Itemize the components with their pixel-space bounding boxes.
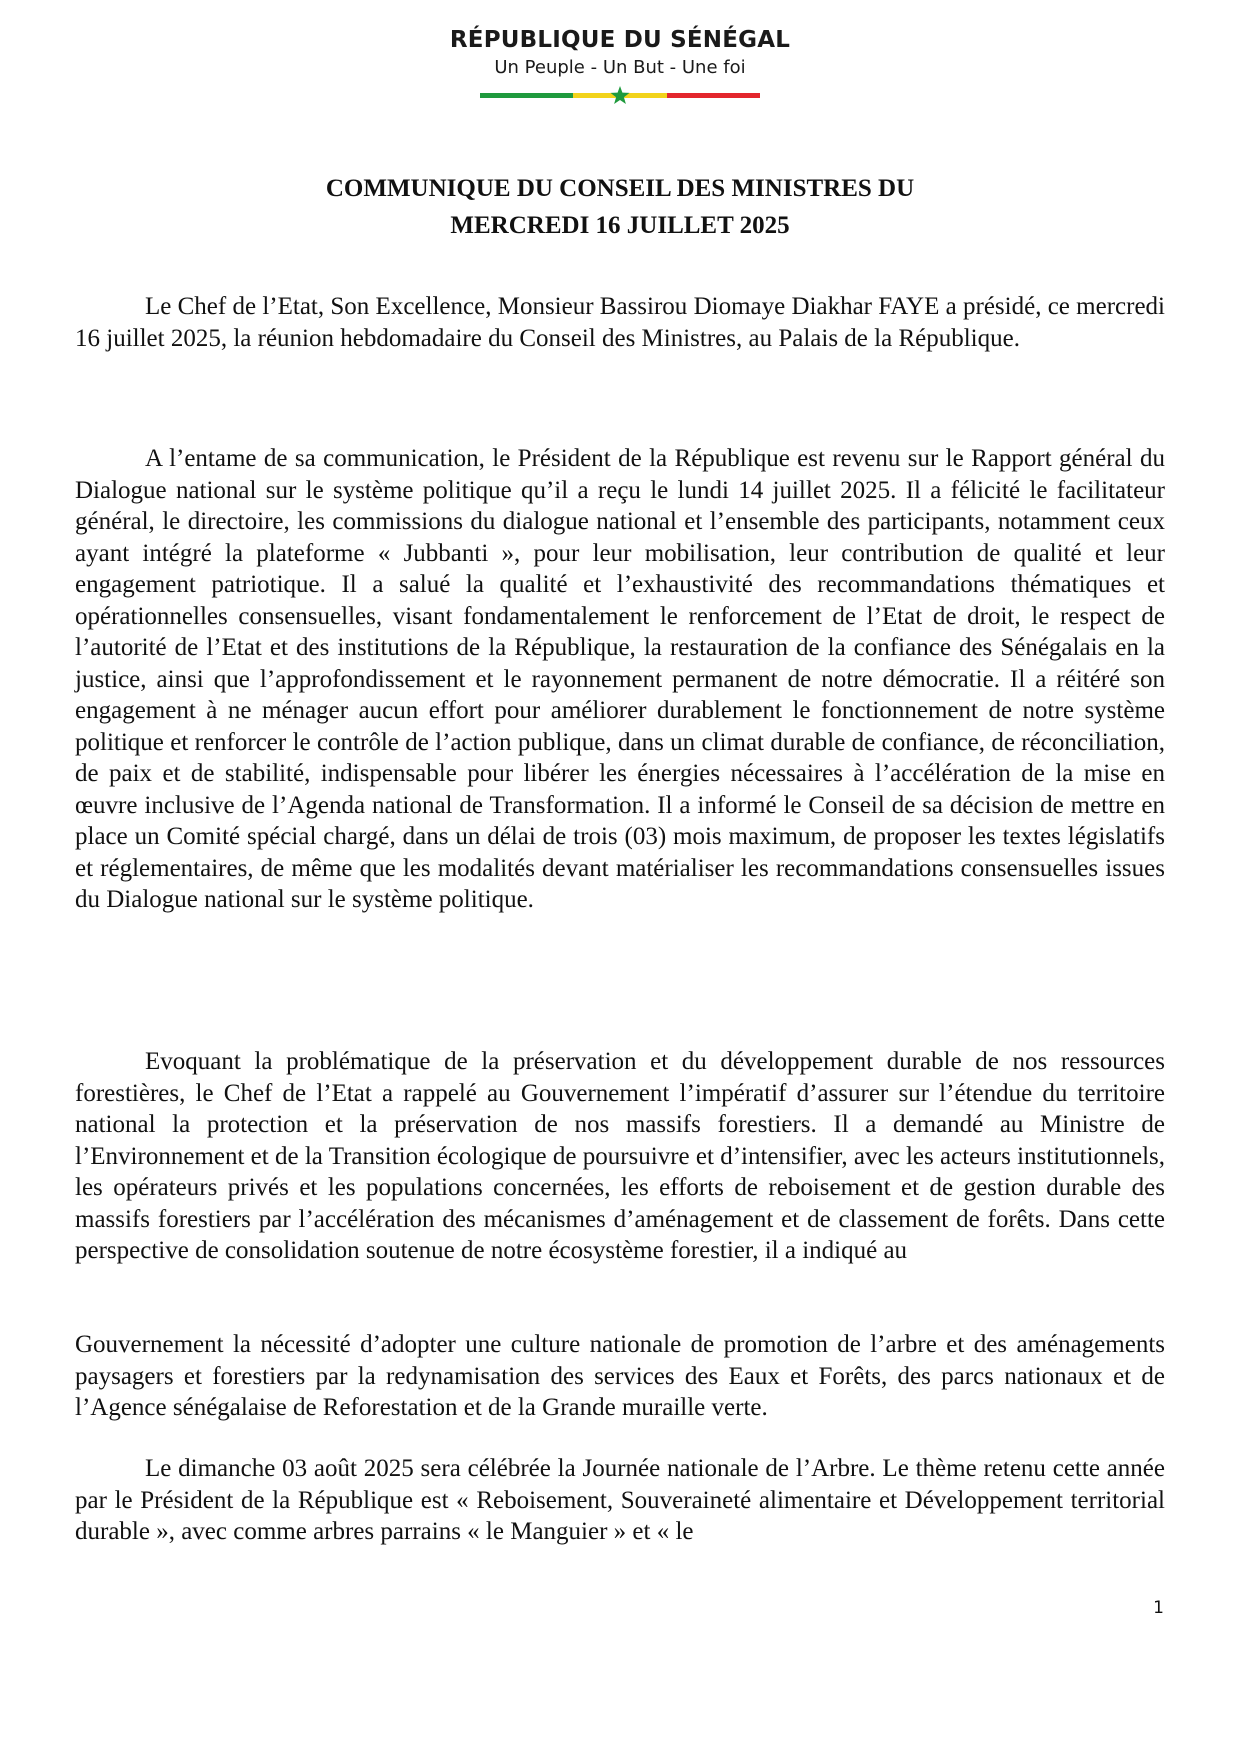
paragraph-text: Le Chef de l’Etat, Son Excellence, Monsieur Bassirou Diomaye Diakhar FAYE a présidé, ce mercredi 16 juillet 2025, la réunion hebdomadaire du Conseil des Ministres, au Palais de la République. — [75, 293, 1165, 352]
document-title — [0, 170, 1240, 244]
title-line-1: COMMUNIQUE DU CONSEIL DES MINISTRES DU — [325, 175, 915, 202]
title-line-2: MERCREDI 16 JUILLET 2025 — [450, 212, 790, 239]
letterhead — [0, 26, 1240, 106]
paragraph-national-dialogue — [75, 443, 1165, 916]
flag-green-stripe — [480, 93, 573, 98]
paragraph-forest-resources-continued — [75, 1329, 1165, 1424]
paragraph-text: Le dimanche 03 août 2025 sera célébrée la Journée nationale de l’Arbre. Le thème retenu cette année par le Président de la République est « Reboisement, Souveraineté alimentaire et Développement territorial durable », avec comme arbres parrains « le Manguier » et « le — [75, 1455, 1165, 1545]
paragraph-tree-day — [75, 1453, 1165, 1548]
republic-name: RÉPUBLIQUE DU SÉNÉGAL — [449, 27, 791, 53]
paragraph-text: A l’entame de sa communication, le Président de la République est revenu sur le Rapport général du Dialogue national sur le système politique qu’il a reçu le lundi 14 juillet 2025. Il a félicité le facilitateur général, le directoire, les commissions du dialogue national et l’ensemble des participants, notamment ceux ayant intégré la plateforme « Jubbanti », pour leur mobilisation, leur contribution de qualité et leur engagement patriotique. Il a salué la qualité et l’exhaustivité des recommandations thématiques et opérationnelles consensuelles, visant fondamentalement le renforcement de l’Etat de droit, le respect de l’autorité de l’Etat et des institutions de la République, la restauration de la confiance des Sénégalais en la justice, ainsi que l’approfondissement et le rayonnement permanent de notre démocratie. Il a réitéré son engagement à ne ménager aucun effort pour améliorer durablement le fonctionnement de notre système politique et renforcer le contrôle de l’action publique, dans un climat durable de confiance, de réconciliation, de paix et de stabilité, indispensable pour libérer les énergies nécessaires à l’accélération de la mise en œuvre inclusive de l’Agenda national de Transformation. Il a informé le Conseil de sa décision de mettre en place un Comité spécial chargé, dans un délai de trois (03) mois maximum, de proposer les textes législatifs et réglementaires, de même que les modalités devant matérialiser les recommandations consensuelles issues du Dialogue national sur le système politique. — [75, 445, 1165, 913]
national-motto: Un Peuple - Un But - Une foi — [494, 57, 746, 78]
flag-stripe-with-star-icon — [480, 86, 760, 104]
paragraph-forest-resources — [75, 1046, 1165, 1267]
paragraph-text: Evoquant la problématique de la préservation et du développement durable de nos ressources forestières, le Chef de l’Etat a rappelé au Gouvernement l’impératif d’assurer sur l’étendue du territoire national la protection et la préservation de nos massifs forestiers. Il a demandé au Ministre de l’Environnement et de la Transition écologique de poursuivre et d’intensifier, avec les acteurs institutionnels, les opérateurs privés et les populations concernées, les efforts de reboisement et de gestion durable des massifs forestiers par l’accélération des mécanismes d’aménagement et de classement de forêts. Dans cette perspective de consolidation soutenue de notre écosystème forestier, il a indiqué au — [75, 1048, 1165, 1264]
paragraph-text: Gouvernement la nécessité d’adopter une culture nationale de promotion de l’arbre et des aménagements paysagers et forestiers par la redynamisation des services des Eaux et Forêts, des parcs nationaux et de l’Agence sénégalaise de Reforestation et de la Grande muraille verte. — [75, 1331, 1165, 1421]
paragraph-opening — [75, 291, 1165, 354]
star-icon — [611, 86, 630, 104]
page-number: 1 — [1153, 1598, 1164, 1618]
flag-red-stripe — [667, 93, 760, 98]
